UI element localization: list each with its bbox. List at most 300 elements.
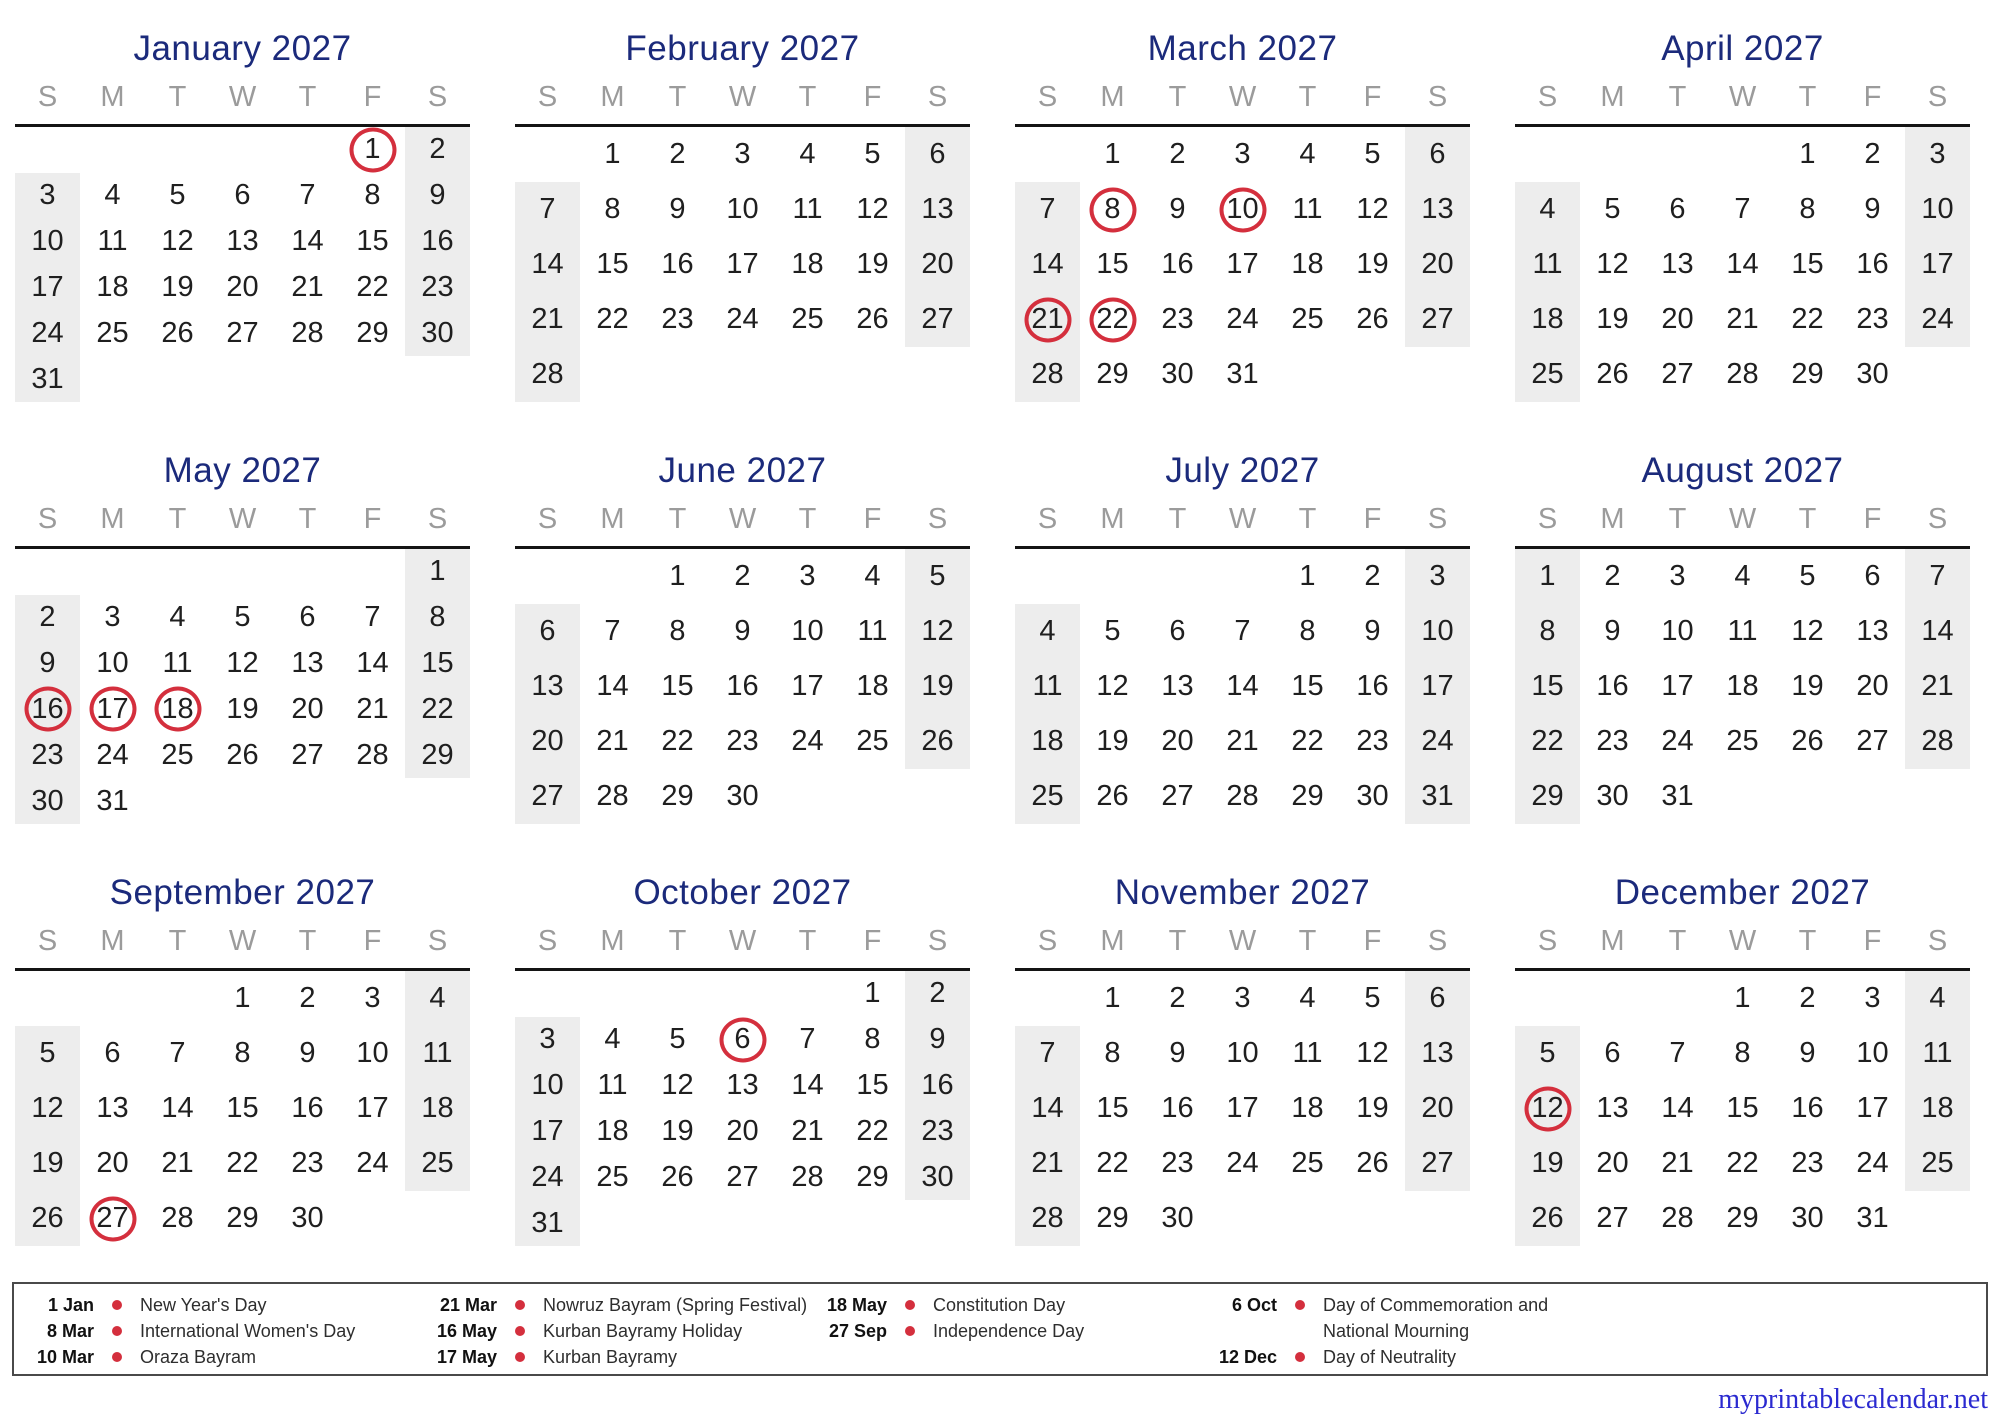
- date-number: 25: [596, 1160, 629, 1193]
- date-number: 21: [1031, 1147, 1064, 1179]
- date-cell: [1080, 604, 1145, 659]
- month-title: May 2027: [163, 451, 322, 490]
- date-cell: [80, 1191, 145, 1246]
- empty-cell: [775, 1200, 840, 1246]
- date-number: 14: [356, 647, 389, 680]
- date-number: 10: [1921, 193, 1954, 225]
- date-number: 22: [356, 270, 389, 303]
- date-cell: [1405, 604, 1470, 659]
- date-cell: [1710, 182, 1775, 237]
- weekday-header: S: [1927, 503, 1948, 535]
- date-cell: [1405, 1081, 1470, 1136]
- empty-cell: [580, 1200, 645, 1246]
- date-cell: [1405, 127, 1470, 182]
- date-cell: [1275, 659, 1340, 714]
- dates-grid: [15, 971, 470, 1246]
- empty-cell: [580, 347, 645, 402]
- month-title: June 2027: [658, 451, 827, 490]
- weekday-header: M: [1100, 925, 1125, 957]
- date-number: 6: [299, 601, 316, 634]
- date-number: 8: [1299, 615, 1316, 647]
- date-cell: [1580, 549, 1645, 604]
- date-cell: [1710, 1136, 1775, 1191]
- date-cell: [840, 714, 905, 769]
- date-cell: [405, 641, 470, 687]
- date-cell: [710, 659, 775, 714]
- month-september: [15, 868, 470, 1246]
- date-cell: [645, 1017, 710, 1063]
- weekday-header: T: [298, 925, 317, 957]
- date-number: 4: [429, 982, 446, 1014]
- empty-cell: [80, 356, 145, 402]
- empty-cell: [1580, 127, 1645, 182]
- date-number: 16: [291, 1092, 324, 1124]
- date-number: 13: [96, 1092, 129, 1124]
- date-cell: [1580, 347, 1645, 402]
- date-number: 1: [669, 560, 686, 592]
- date-number: 31: [1421, 780, 1454, 812]
- date-cell: [1405, 1026, 1470, 1081]
- weekday-header: T: [1798, 81, 1817, 113]
- date-number: 9: [429, 179, 446, 212]
- weekday-header: T: [668, 503, 687, 535]
- date-number: 28: [791, 1160, 824, 1193]
- date-number: 26: [161, 316, 194, 349]
- weekday-header: T: [1668, 925, 1687, 957]
- date-cell: [1775, 549, 1840, 604]
- weekday-header: F: [1863, 81, 1882, 113]
- date-cell: [145, 595, 210, 641]
- date-number: 19: [1596, 303, 1629, 335]
- date-number: 12: [1596, 248, 1629, 280]
- empty-cell: [1015, 971, 1080, 1026]
- date-number: 19: [921, 670, 954, 702]
- date-cell: [1775, 604, 1840, 659]
- date-number: 29: [1531, 780, 1564, 812]
- date-number: 26: [1596, 358, 1629, 390]
- date-number: 25: [856, 725, 889, 757]
- legend-column: [427, 1292, 817, 1374]
- date-number: 26: [226, 738, 259, 771]
- date-number: 24: [96, 738, 129, 771]
- weekday-header: S: [1927, 81, 1948, 113]
- date-cell: [1275, 714, 1340, 769]
- date-number: 16: [661, 248, 694, 280]
- legend-date: 16 May: [436, 1321, 497, 1341]
- date-cell: [1340, 1081, 1405, 1136]
- date-cell: [580, 1017, 645, 1063]
- date-cell: [1645, 769, 1710, 824]
- weekday-header: F: [363, 925, 382, 957]
- weekday-header: T: [1168, 81, 1187, 113]
- date-number: 6: [104, 1037, 121, 1069]
- date-number: 13: [1421, 1037, 1454, 1069]
- date-cell: [580, 237, 645, 292]
- date-number: 5: [929, 560, 946, 592]
- date-cell: [1340, 237, 1405, 292]
- weekday-header: S: [427, 925, 448, 957]
- date-cell: [15, 1081, 80, 1136]
- weekday-header: F: [363, 81, 382, 113]
- date-number: 28: [1031, 358, 1064, 390]
- date-number: 11: [792, 193, 823, 225]
- month-october: [515, 868, 970, 1246]
- date-number: 24: [356, 1147, 389, 1179]
- holiday-bullet-icon: [497, 1344, 543, 1362]
- date-number: 22: [226, 1147, 259, 1179]
- date-number: 21: [596, 725, 629, 757]
- weekday-header-row: [1515, 926, 1970, 956]
- date-number: 7: [169, 1037, 186, 1069]
- date-number: 5: [169, 179, 186, 212]
- empty-cell: [1905, 347, 1970, 402]
- date-cell: [1405, 659, 1470, 714]
- date-cell: [1015, 714, 1080, 769]
- empty-cell: [840, 769, 905, 824]
- date-number: 13: [1421, 193, 1454, 225]
- weekday-header-row: [1515, 504, 1970, 534]
- legend-holiday-name: Kurban Bayramy: [543, 1347, 678, 1367]
- date-number: 8: [429, 601, 446, 634]
- weekday-header: T: [1168, 503, 1187, 535]
- date-number: 12: [161, 225, 194, 258]
- empty-cell: [645, 1200, 710, 1246]
- month-december: [1515, 868, 1970, 1246]
- date-cell: [905, 1154, 970, 1200]
- date-cell: [775, 182, 840, 237]
- date-number: 17: [1226, 1092, 1259, 1124]
- date-cell: [275, 595, 340, 641]
- date-number: 1: [604, 138, 621, 170]
- empty-cell: [1515, 127, 1580, 182]
- empty-cell: [275, 356, 340, 402]
- weekday-header: T: [668, 81, 687, 113]
- date-cell: [775, 659, 840, 714]
- date-cell: [80, 310, 145, 356]
- date-number: 1: [1104, 982, 1121, 1014]
- date-number: 30: [1356, 780, 1389, 812]
- dates-grid: [15, 549, 470, 824]
- date-number: 6: [1604, 1037, 1621, 1069]
- red-dot-icon: [112, 1326, 122, 1336]
- red-dot-icon: [112, 1300, 122, 1310]
- date-cell: [905, 971, 970, 1017]
- date-cell: [1775, 292, 1840, 347]
- date-number: 25: [421, 1147, 454, 1179]
- legend-column: [24, 1292, 427, 1374]
- date-number: 23: [1356, 725, 1389, 757]
- date-number: 20: [226, 270, 259, 303]
- legend-date: 1 Jan: [47, 1295, 94, 1315]
- date-number: 27: [226, 316, 259, 349]
- date-number: 24: [1226, 303, 1259, 335]
- date-number: 15: [596, 248, 629, 280]
- weekday-header: M: [600, 925, 625, 957]
- date-cell: [1710, 971, 1775, 1026]
- date-number: 23: [31, 738, 64, 771]
- empty-cell: [1645, 971, 1710, 1026]
- date-cell: [1080, 347, 1145, 402]
- date-number: 16: [921, 1069, 954, 1102]
- date-number: 24: [1421, 725, 1454, 757]
- date-number: 8: [1539, 615, 1556, 647]
- date-number: 15: [1531, 670, 1564, 702]
- weekday-header: M: [1100, 81, 1125, 113]
- date-number: 20: [96, 1147, 129, 1179]
- empty-cell: [1515, 971, 1580, 1026]
- empty-cell: [80, 549, 145, 595]
- date-cell: [1515, 347, 1580, 402]
- date-cell: [1840, 549, 1905, 604]
- month-june: [515, 446, 970, 824]
- date-number: 14: [531, 248, 564, 280]
- date-number: 16: [421, 225, 454, 258]
- date-cell: [1015, 659, 1080, 714]
- date-number: 24: [1226, 1147, 1259, 1179]
- date-number: 24: [791, 725, 824, 757]
- date-cell: [1015, 1026, 1080, 1081]
- date-cell: [840, 1108, 905, 1154]
- legend-holiday-name: Day of Neutrality: [1323, 1347, 1457, 1367]
- date-cell: [145, 732, 210, 778]
- date-number: 7: [1039, 1037, 1056, 1069]
- date-number: 3: [539, 1023, 556, 1056]
- date-cell: [1080, 769, 1145, 824]
- empty-cell: [1275, 347, 1340, 402]
- date-number: 10: [1661, 615, 1694, 647]
- date-cell: [645, 1154, 710, 1200]
- date-number: 3: [1669, 560, 1686, 592]
- date-cell: [1210, 1026, 1275, 1081]
- date-cell: [710, 1108, 775, 1154]
- date-cell: [210, 1191, 275, 1246]
- date-cell: [580, 292, 645, 347]
- date-number: 21: [1921, 670, 1954, 702]
- dates-grid: [515, 127, 970, 402]
- date-number: 13: [726, 1069, 759, 1102]
- month-may: [15, 446, 470, 824]
- date-cell: [1580, 1026, 1645, 1081]
- date-number: 27: [1421, 1147, 1454, 1179]
- legend-entry: [817, 1318, 1207, 1344]
- date-cell: [1275, 1081, 1340, 1136]
- date-cell: [775, 549, 840, 604]
- date-number: 28: [1226, 780, 1259, 812]
- weekday-header: S: [37, 503, 58, 535]
- date-number: 12: [1356, 193, 1389, 225]
- date-cell: [15, 595, 80, 641]
- empty-cell: [645, 971, 710, 1017]
- date-number: 22: [1291, 725, 1324, 757]
- date-cell: [1840, 347, 1905, 402]
- date-cell: [1405, 714, 1470, 769]
- date-cell: [1405, 1136, 1470, 1191]
- date-number: 31: [1661, 780, 1694, 812]
- date-cell: [1145, 659, 1210, 714]
- date-number: 4: [1539, 193, 1556, 225]
- month-title: October 2027: [633, 873, 852, 912]
- weekday-header: S: [37, 81, 58, 113]
- date-number: 11: [422, 1037, 453, 1069]
- date-number: 19: [661, 1114, 694, 1147]
- date-number: 7: [604, 615, 621, 647]
- date-number: 8: [1799, 193, 1816, 225]
- date-cell: [1405, 549, 1470, 604]
- date-cell: [1775, 659, 1840, 714]
- date-number: 16: [31, 692, 64, 725]
- red-dot-icon: [515, 1326, 525, 1336]
- date-number: 14: [1031, 248, 1064, 280]
- empty-cell: [580, 971, 645, 1017]
- date-number: 22: [421, 692, 454, 725]
- date-number: 5: [864, 138, 881, 170]
- date-cell: [1275, 769, 1340, 824]
- date-number: 5: [669, 1023, 686, 1056]
- date-number: 23: [1161, 303, 1194, 335]
- date-cell: [1580, 604, 1645, 659]
- date-cell: [145, 264, 210, 310]
- empty-cell: [15, 971, 80, 1026]
- date-number: 9: [299, 1037, 316, 1069]
- empty-cell: [145, 971, 210, 1026]
- date-number: 14: [161, 1092, 194, 1124]
- date-cell: [1080, 292, 1145, 347]
- date-number: 20: [726, 1114, 759, 1147]
- date-number: 22: [596, 303, 629, 335]
- empty-cell: [15, 127, 80, 173]
- date-cell: [710, 292, 775, 347]
- date-number: 31: [31, 362, 64, 395]
- date-number: 20: [1421, 248, 1454, 280]
- date-number: 13: [531, 670, 564, 702]
- date-cell: [645, 292, 710, 347]
- date-cell: [580, 714, 645, 769]
- date-cell: [775, 127, 840, 182]
- date-number: 14: [1726, 248, 1759, 280]
- holiday-bullet-icon: [94, 1292, 140, 1310]
- date-number: 22: [1791, 303, 1824, 335]
- date-number: 14: [1031, 1092, 1064, 1124]
- weekday-header: T: [1668, 81, 1687, 113]
- date-number: 29: [856, 1160, 889, 1193]
- date-number: 25: [96, 316, 129, 349]
- date-cell: [775, 604, 840, 659]
- weekday-header: S: [1537, 81, 1558, 113]
- date-number: 15: [661, 670, 694, 702]
- legend-column: [817, 1292, 1207, 1374]
- date-number: 1: [429, 555, 446, 588]
- date-number: 27: [726, 1160, 759, 1193]
- legend-date: 12 Dec: [1218, 1347, 1277, 1367]
- weekday-header: W: [1728, 925, 1757, 957]
- date-number: 22: [1096, 1147, 1129, 1179]
- empty-cell: [1405, 347, 1470, 402]
- date-cell: [580, 604, 645, 659]
- red-dot-icon: [515, 1300, 525, 1310]
- holiday-bullet-icon: [1277, 1344, 1323, 1362]
- date-number: 18: [1291, 248, 1324, 280]
- date-cell: [405, 971, 470, 1026]
- date-cell: [1275, 237, 1340, 292]
- date-number: 7: [1929, 560, 1946, 592]
- date-cell: [1275, 549, 1340, 604]
- date-number: 13: [1161, 670, 1194, 702]
- empty-cell: [210, 778, 275, 824]
- date-cell: [340, 219, 405, 265]
- date-number: 7: [1734, 193, 1751, 225]
- date-cell: [1405, 769, 1470, 824]
- date-number: 5: [1539, 1037, 1556, 1069]
- date-cell: [1080, 182, 1145, 237]
- date-cell: [1580, 714, 1645, 769]
- date-number: 2: [39, 601, 56, 634]
- weekday-header-row: [1015, 926, 1470, 956]
- legend-holiday-name: New Year's Day: [140, 1295, 267, 1315]
- date-cell: [405, 1136, 470, 1191]
- weekday-header-row: [1015, 504, 1470, 534]
- weekday-header: F: [1363, 925, 1382, 957]
- date-number: 21: [1031, 303, 1064, 335]
- date-number: 5: [1364, 138, 1381, 170]
- date-number: 25: [1921, 1147, 1954, 1179]
- date-number: 19: [1791, 670, 1824, 702]
- date-cell: [1340, 549, 1405, 604]
- date-cell: [210, 310, 275, 356]
- date-number: 25: [1031, 780, 1064, 812]
- date-number: 4: [1299, 982, 1316, 1014]
- date-number: 21: [1661, 1147, 1694, 1179]
- empty-cell: [710, 1200, 775, 1246]
- date-number: 23: [1856, 303, 1889, 335]
- date-cell: [710, 769, 775, 824]
- month-title: July 2027: [1165, 451, 1320, 490]
- date-number: 28: [1661, 1202, 1694, 1234]
- date-cell: [1580, 292, 1645, 347]
- date-cell: [1080, 1136, 1145, 1191]
- date-cell: [210, 732, 275, 778]
- date-number: 17: [1421, 670, 1454, 702]
- weekday-header: S: [1427, 81, 1448, 113]
- date-number: 9: [1169, 1037, 1186, 1069]
- date-number: 10: [31, 225, 64, 258]
- empty-cell: [210, 127, 275, 173]
- date-number: 15: [1291, 670, 1324, 702]
- date-cell: [1645, 237, 1710, 292]
- date-number: 26: [1356, 1147, 1389, 1179]
- date-number: 18: [96, 270, 129, 303]
- empty-cell: [145, 778, 210, 824]
- date-cell: [210, 1136, 275, 1191]
- date-cell: [1840, 659, 1905, 714]
- date-cell: [1015, 237, 1080, 292]
- site-credit-link[interactable]: myprintablecalendar.net: [1718, 1384, 1988, 1415]
- date-cell: [275, 1026, 340, 1081]
- date-cell: [15, 778, 80, 824]
- date-number: 25: [791, 303, 824, 335]
- date-number: 15: [226, 1092, 259, 1124]
- weekday-header: S: [427, 81, 448, 113]
- date-number: 24: [1661, 725, 1694, 757]
- date-number: 11: [597, 1069, 628, 1102]
- date-number: 26: [661, 1160, 694, 1193]
- date-number: 26: [1096, 780, 1129, 812]
- date-number: 17: [726, 248, 759, 280]
- date-number: 25: [1726, 725, 1759, 757]
- weekday-header: F: [863, 925, 882, 957]
- date-cell: [340, 686, 405, 732]
- weekday-header: T: [1668, 503, 1687, 535]
- date-number: 26: [921, 725, 954, 757]
